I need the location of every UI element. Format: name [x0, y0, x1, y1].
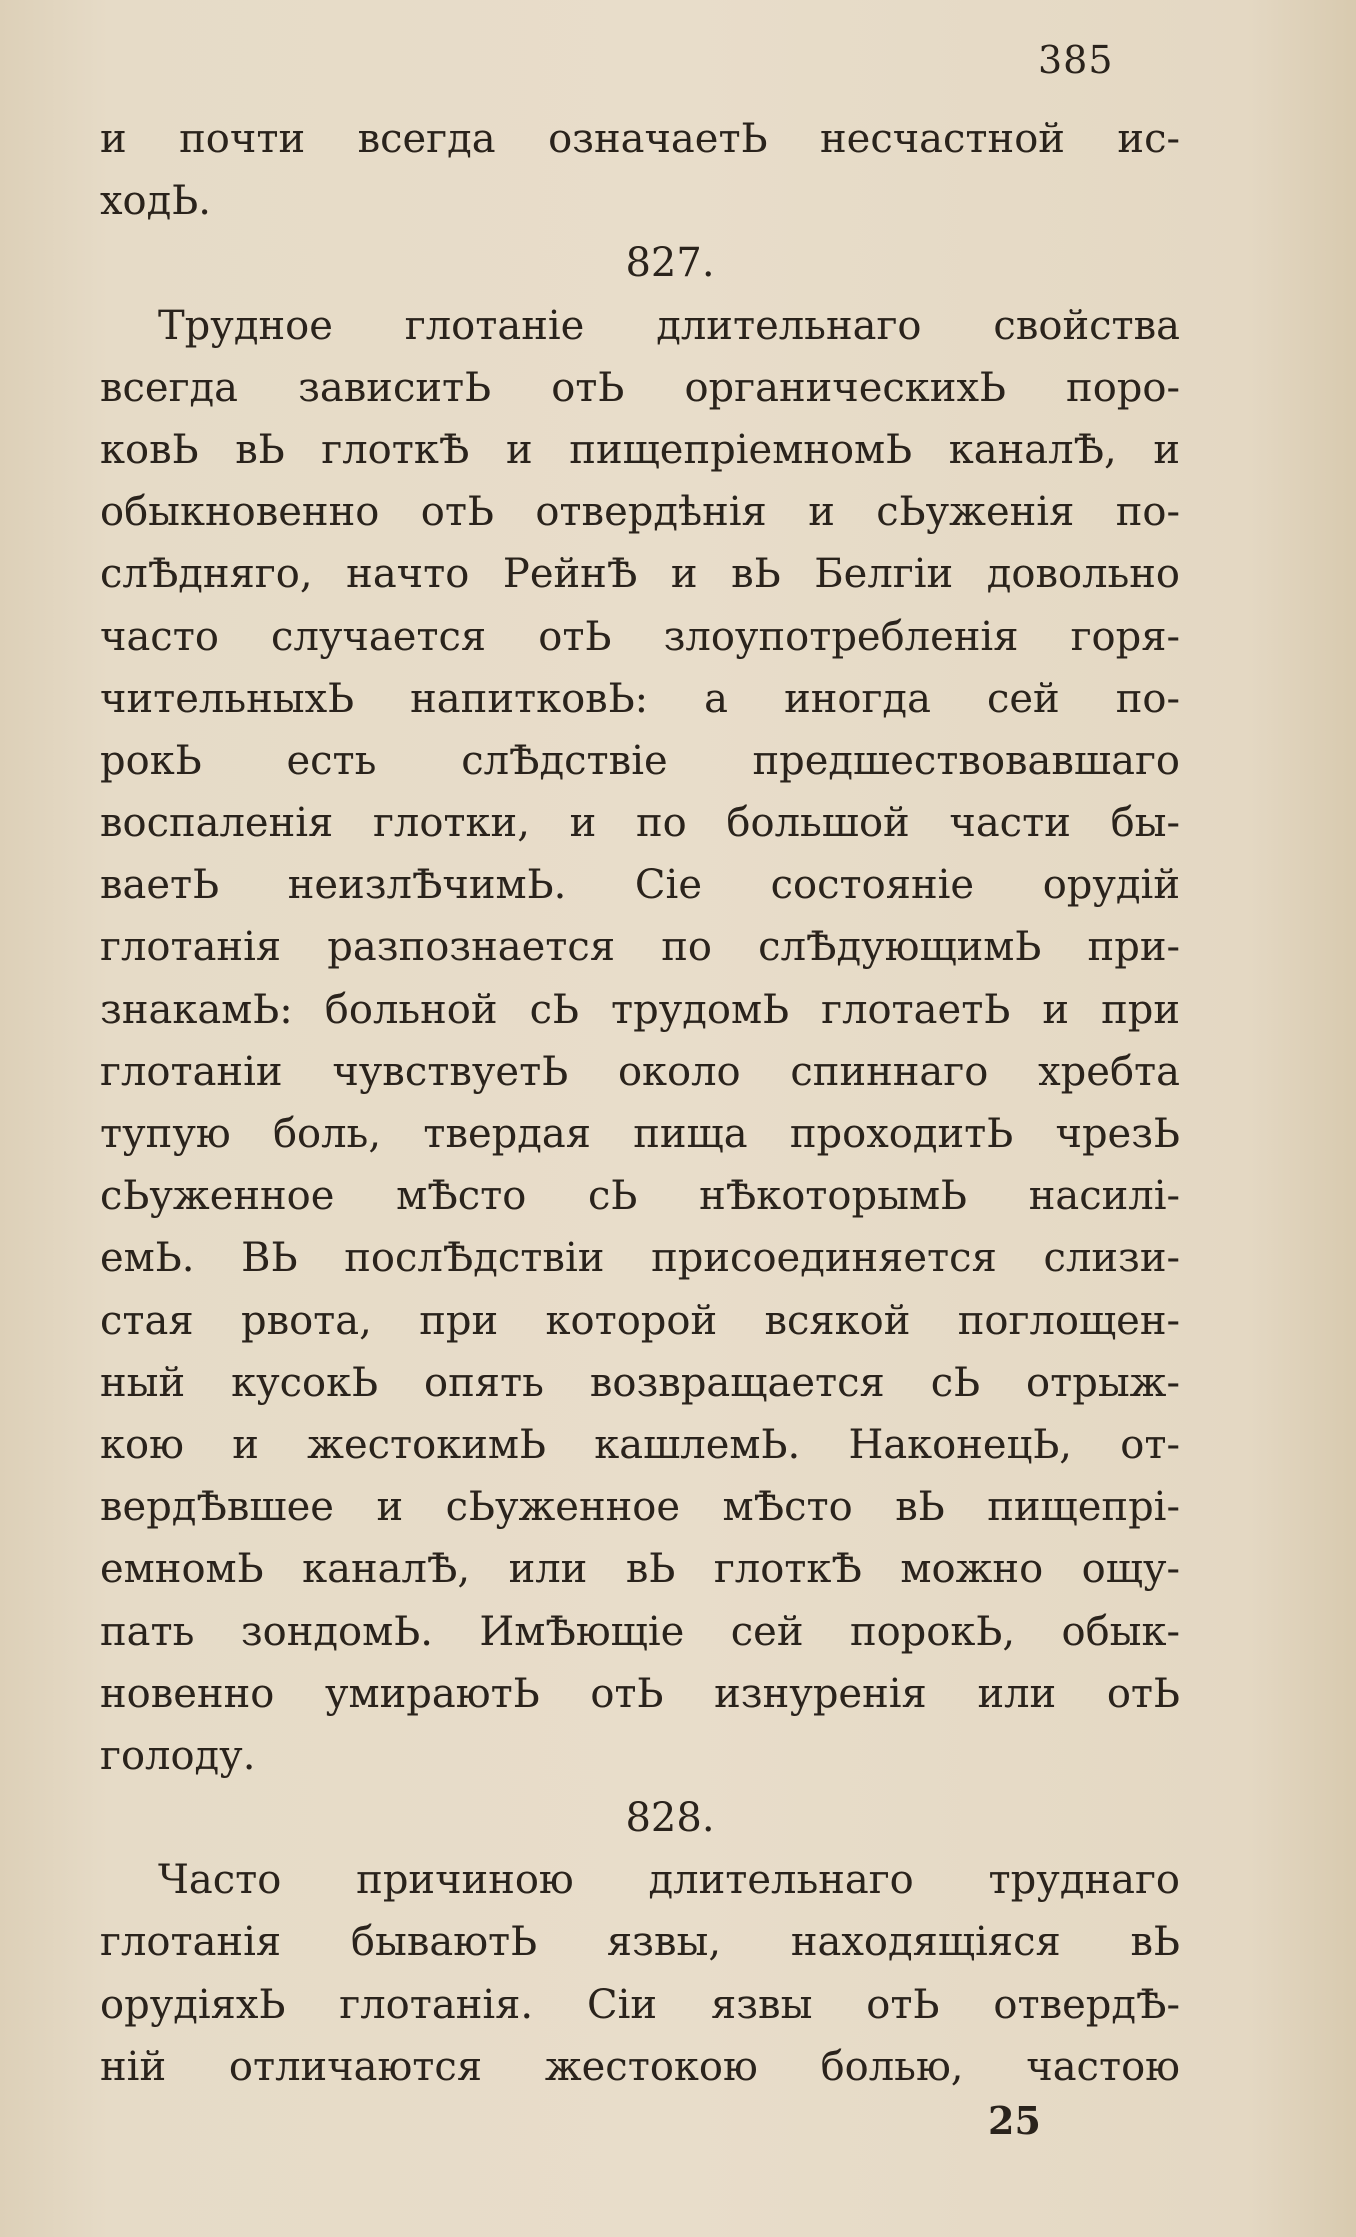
text-line: обыкновенно отЬ отвердѣнія и сЬуженія по-	[100, 489, 1180, 536]
text-line: знакамЬ: больной сЬ трудомЬ глотаетЬ и при	[100, 986, 1180, 1033]
text-line: ный кусокЬ опять возвращается сЬ отрыж-	[100, 1359, 1180, 1406]
section-number: 828.	[625, 1795, 715, 1842]
text-line: стая рвота, при которой всякой поглощен-	[100, 1297, 1180, 1344]
text-line: ній отличаются жестокою болью, частою	[100, 2043, 1180, 2090]
section-number: 827.	[625, 240, 715, 287]
text-line: ходЬ.	[100, 178, 211, 225]
text-line: слѢдняго, начто РейнѢ и вЬ Белгіи довольно	[100, 551, 1180, 598]
text-line: ковЬ вЬ глоткѢ и пищепріемномЬ каналѢ, и	[100, 426, 1180, 473]
text-line: тупую боль, твердая пища проходитЬ чрезЬ	[100, 1111, 1180, 1157]
text-line: ваетЬ неизлѢчимЬ. Сіе состояніе орудій	[100, 862, 1180, 909]
text-line: емномЬ каналѢ, или вЬ глоткѢ можно ощу-	[100, 1546, 1180, 1593]
text-line: орудіяхЬ глотанія. Сіи язвы отЬ отвердѢ-	[100, 1981, 1180, 2028]
text-line: Трудное глотаніе длительнаго свойства	[158, 302, 1180, 349]
text-line: голоду.	[100, 1732, 256, 1779]
paragraph-827	[100, 295, 1180, 1788]
text-line: рокЬ есть слѢдствіе предшествовавшаго	[100, 737, 1180, 784]
text-line: чительныхЬ напитковЬ: а иногда сей по-	[100, 675, 1180, 722]
text-line: часто случается отЬ злоупотребленія горя-	[100, 613, 1180, 660]
text-line: и почти всегда означаетЬ несчастной ис-	[100, 116, 1180, 162]
signature-mark: 25	[988, 2098, 1041, 2143]
text-line: глотанія бываютЬ язвы, находящіяся вЬ	[100, 1919, 1180, 1966]
text-line: всегда зависитЬ отЬ органическихЬ поро-	[100, 364, 1180, 411]
text-line: пать зондомЬ. ИмѢющіе сей порокЬ, обык-	[100, 1608, 1180, 1655]
text-line: воспаленія глотки, и по большой части бы-	[100, 800, 1180, 847]
paragraph-828	[100, 1849, 1180, 2098]
text-line: емЬ. ВЬ послѢдствіи присоединяется слизи-	[100, 1235, 1180, 1282]
body-text	[100, 108, 1180, 2098]
text-line: глотанія разпознается по слѢдующимЬ при-	[100, 924, 1180, 971]
text-line: кою и жестокимЬ кашлемЬ. НаконецЬ, от-	[100, 1421, 1180, 1468]
text-line: глотаніи чувствуетЬ около спиннаго хребта	[100, 1048, 1180, 1095]
text-line: Часто причиною длительнаго труднаго	[158, 1857, 1180, 1904]
page-number: 385	[1038, 38, 1114, 82]
text-line: новенно умираютЬ отЬ изнуренія или отЬ	[100, 1670, 1180, 1717]
text-line: вердѢвшее и сЬуженное мѢсто вЬ пищепрі-	[100, 1484, 1180, 1531]
text-line: сЬуженное мѢсто сЬ нѢкоторымЬ насилі-	[100, 1173, 1180, 1220]
